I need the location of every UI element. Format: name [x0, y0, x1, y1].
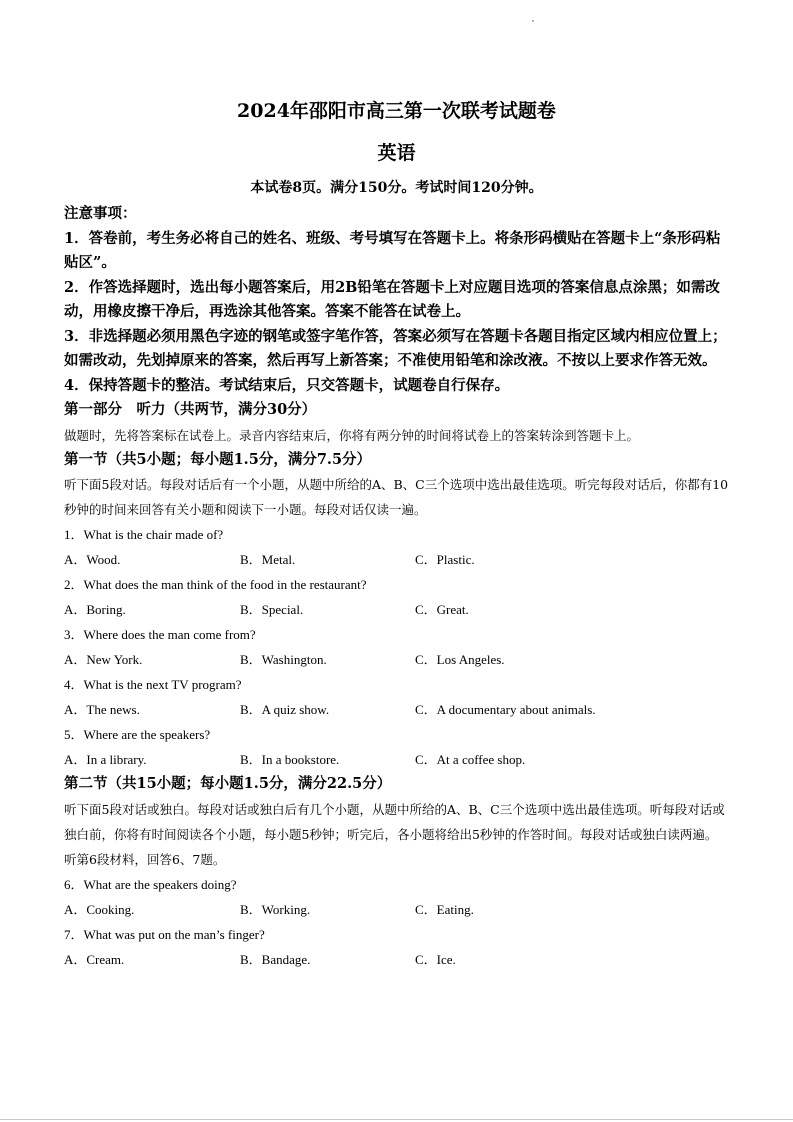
question-3: 3．Where does the man come from?	[64, 627, 256, 642]
section1-instruction: 听下面5段对话。每段对话后有一个小题，从题中所给的A、B、C三个选项中选出最佳选项。听完每段对话后，你都有10秒钟的时间来回答有关小题和阅读下一小题。每段对话仅读一遍。	[64, 477, 729, 517]
question-4: 4．What is the next TV program?	[64, 677, 242, 692]
exam-info: 本试卷8页。满分150分。考试时间120分钟。	[250, 180, 543, 196]
option-a: A．New York.	[64, 652, 143, 667]
question-3-options	[64, 647, 732, 672]
question-5: 5．Where are the speakers?	[64, 727, 211, 742]
question-2: 2．What does the man think of the food in the restaurant?	[64, 577, 367, 592]
option-b: B．A quiz show.	[240, 702, 330, 717]
section1-heading: 第一节（共5小题；每小题1.5分，满分7.5分）	[64, 450, 372, 468]
exam-subject: 英语	[377, 142, 416, 164]
option-c: C．A documentary about animals.	[415, 702, 596, 717]
option-a: A．In a library.	[64, 752, 147, 767]
option-c: C．Los Angeles.	[415, 652, 505, 667]
option-a: A．Cream.	[64, 951, 125, 967]
option-b: B．Washington.	[240, 652, 327, 667]
question-7: 7．What was put on the man’s finger?	[64, 926, 265, 942]
notice-item-2: 2．作答选择题时，选出每小题答案后，用2B铅笔在答题卡上对应题目选项的答案信息点涂黑；如需改动，用橡皮擦干净后，再选涂其他答案。答案不能答在试卷上。	[64, 278, 720, 320]
option-a: A．The news.	[64, 702, 140, 717]
option-c: C．Eating.	[415, 901, 474, 917]
question-6-options	[64, 897, 732, 922]
option-b: B．In a bookstore.	[240, 752, 340, 767]
question-2-options	[64, 597, 732, 622]
page-bottom-divider	[0, 1119, 793, 1120]
option-b: B．Metal.	[240, 552, 296, 567]
question-1: 1．What is the chair made of?	[64, 527, 224, 542]
question-4-options	[64, 697, 732, 722]
question-5-options	[64, 747, 732, 772]
scan-dot	[532, 20, 534, 22]
question-7-options	[64, 947, 732, 972]
section2-instruction: 听下面5段对话或独白。每段对话或独白后有几个小题，从题中所给的A、B、C三个选项中选出最佳选项。听每段对话或独白前，你将有时间阅读各个小题，每小题5秒钟；听完后，各小题将给出5秒钟的作答时间。每段对话或独白读两遍。	[64, 801, 725, 842]
section2-material-note: 听第6段材料，回答6、7题。	[64, 851, 226, 867]
option-a: A．Boring.	[64, 602, 126, 617]
exam-content	[64, 202, 732, 972]
option-b: B．Special.	[240, 602, 304, 617]
option-c: C．Plastic.	[415, 552, 475, 567]
part1-heading: 第一部分 听力（共两节，满分30分）	[64, 401, 317, 418]
option-a: A．Wood.	[64, 552, 121, 567]
notice-item-3: 3．非选择题必须用黑色字迹的钢笔或签字笔作答，答案必须写在答题卡各题目指定区域内相应位置上；如需改动，先划掉原来的答案，然后再写上新答案；不准使用铅笔和涂改液。不按以上要求作答无效。	[64, 327, 727, 369]
notice-heading: 注意事项：	[64, 205, 137, 222]
notice-item-4: 4．保持答题卡的整洁。考试结束后，只交答题卡，试题卷自行保存。	[64, 376, 510, 394]
option-c: C．Great.	[415, 602, 469, 617]
option-b: B．Working.	[240, 901, 311, 917]
question-6: 6．What are the speakers doing?	[64, 876, 237, 892]
question-1-options	[64, 547, 732, 572]
option-a: A．Cooking.	[64, 901, 135, 917]
option-c: C．At a coffee shop.	[415, 752, 526, 767]
option-c: C．Ice.	[415, 951, 456, 967]
option-b: B．Bandage.	[240, 951, 311, 967]
notice-item-1: 1．答卷前，考生务必将自己的姓名、班级、考号填写在答题卡上。将条形码横贴在答题卡上“条形码粘贴区”。	[64, 229, 721, 271]
part1-instruction: 做题时，先将答案标在试卷上。录音内容结束后，你将有两分钟的时间将试卷上的答案转涂到答题卡上。	[64, 427, 640, 443]
section2-heading: 第二节（共15小题；每小题1.5分，满分22.5分）	[64, 775, 392, 792]
exam-title: 2024年邵阳市高三第一次联考试题卷	[237, 100, 556, 122]
